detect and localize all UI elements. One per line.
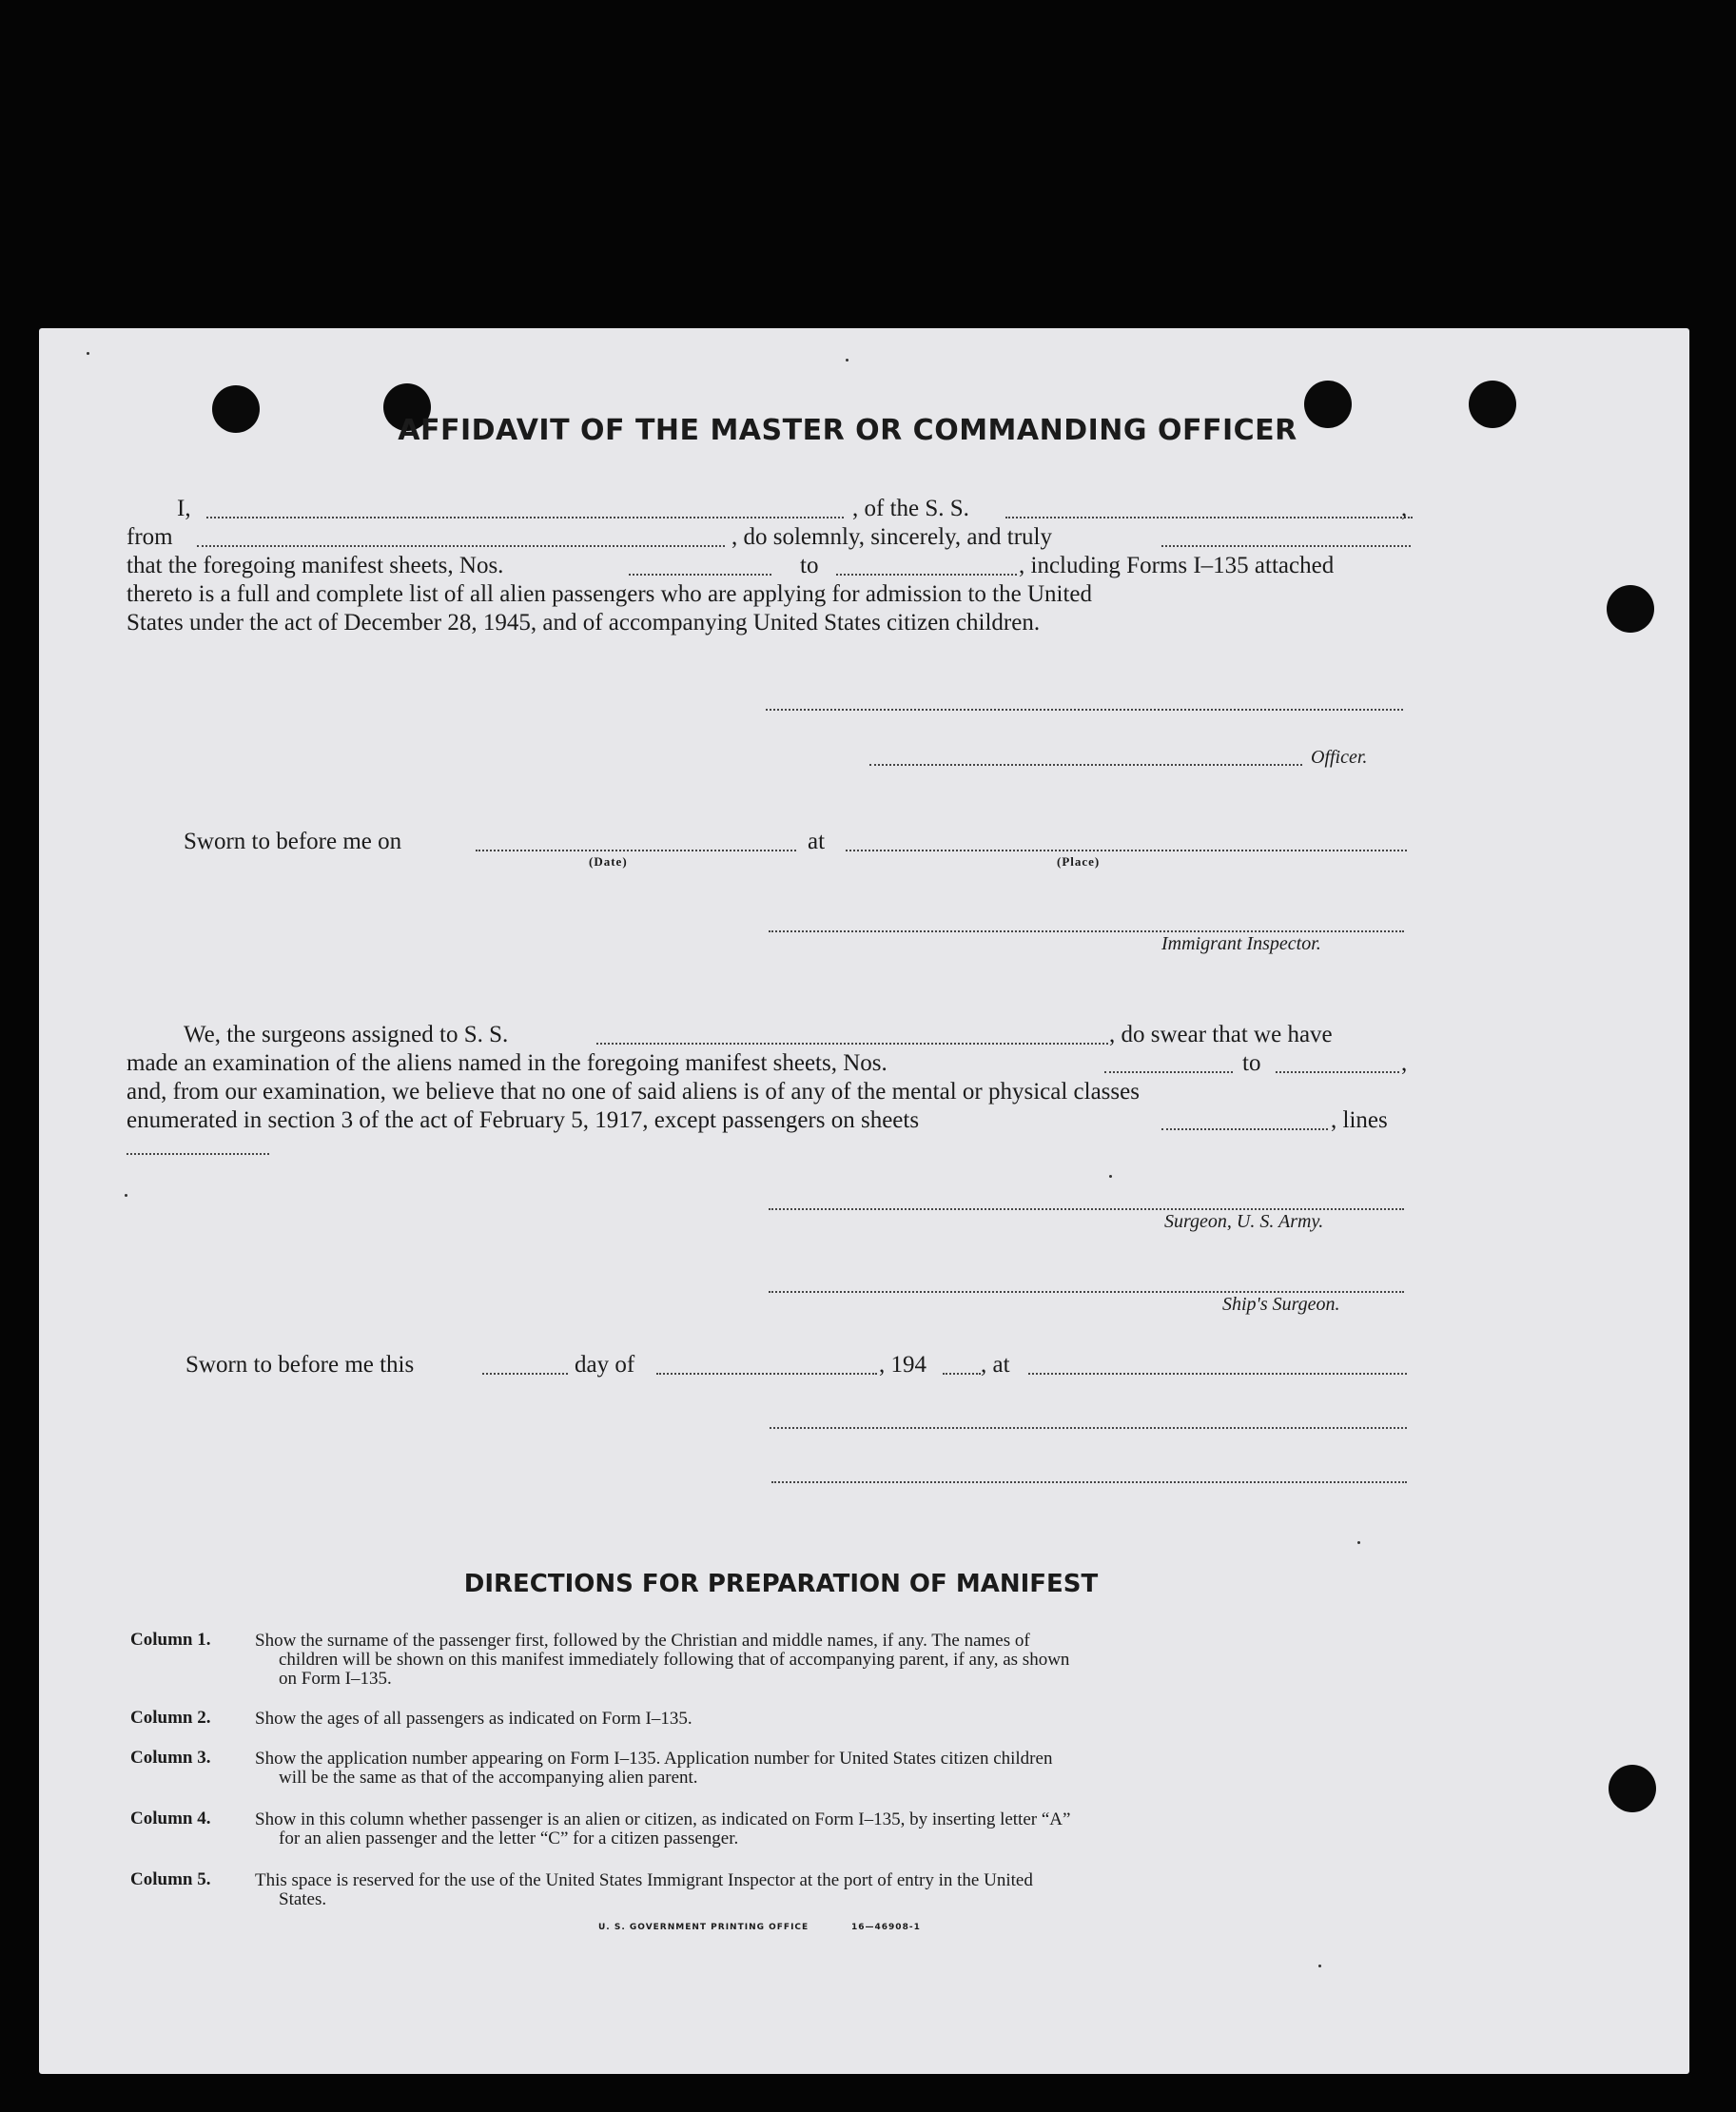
officer-signature-line[interactable]: [869, 764, 1302, 766]
sworn-this-label: Sworn to before me this: [185, 1352, 415, 1378]
affidavit-line-4: thereto is a full and complete list of all alien passengers who are applying for admission to the United: [127, 581, 1093, 607]
ship-name-field[interactable]: [1005, 517, 1413, 518]
column-5-text: This space is reserved for the use of the United States Immigrant Inspector at the port of entry in the United States.: [255, 1870, 1033, 1909]
column-1-label: Column 1.: [130, 1630, 211, 1650]
sworn-place-field-2[interactable]: [1028, 1373, 1407, 1375]
paper-speck: [125, 1194, 127, 1197]
surgeons-line-1: We, the surgeons assigned to S. S.: [184, 1022, 509, 1047]
surgeons-line-2: made an examination of the aliens named in the foregoing manifest sheets, Nos.: [127, 1050, 888, 1076]
paper-speck: [1109, 1175, 1112, 1178]
officer-caption: Officer.: [1311, 747, 1368, 768]
inspector-caption: Immigrant Inspector.: [1161, 933, 1321, 954]
affidavit-line-3: that the foregoing manifest sheets, Nos.: [127, 553, 504, 578]
sworn-on-label: Sworn to before me on: [184, 829, 402, 854]
column-4-text: Show in this column whether passenger is an alien or citizen, as indicated on Form I–135, by inserting letter “A” for an alien passenger and the letter “C” for a citizen passenger.: [255, 1809, 1071, 1848]
army-surgeon-caption: Surgeon, U. S. Army.: [1164, 1211, 1324, 1232]
paper-speck: [1357, 1541, 1360, 1544]
place-caption: (Place): [1057, 854, 1101, 869]
surgeons-line-4: enumerated in section 3 of the act of February 5, 1917, except passengers on sheets: [127, 1107, 920, 1133]
except-lines-field[interactable]: [127, 1153, 269, 1155]
surgeons-ship-field[interactable]: [596, 1043, 1108, 1045]
from-port-field[interactable]: [197, 545, 725, 547]
affidavit-title: AFFIDAVIT OF THE MASTER OR COMMANDING OFFICER: [398, 414, 1297, 447]
punch-hole: [1607, 585, 1654, 633]
column-3-text: Show the application number appearing on Form I–135. Application number for United States citizen children will be the same as that of the accompanying alien parent.: [255, 1749, 1053, 1788]
except-sheets-field[interactable]: [1161, 1128, 1328, 1130]
sheets-to-field[interactable]: [836, 574, 1017, 576]
date-caption: (Date): [589, 854, 628, 869]
column-5-label: Column 5.: [130, 1869, 211, 1889]
column-3-label: Column 3.: [130, 1748, 211, 1768]
directions-title: DIRECTIONS FOR PREPARATION OF MANIFEST: [463, 1570, 1099, 1598]
form-page: AFFIDAVIT OF THE MASTER OR COMMANDING OFFICER I, , of the S. S. , from , do solemnly, sincerely, and truly that the foregoing manifest sheets, Nos. to , including Forms I–135 attached thereto is a full and complete list of all alien passengers who are applying for admission to the United States under the act of December 28, 1945, and of accompanying United States citizen children. Officer. Sworn to before me on (Date) at (Place) Immigrant Inspector. We, the surgeons assigned to S. S. , do swear that we have made an examination of the aliens named in the foregoing manifest sheets, Nos. to , and, from our examination, we believe that no one of said aliens is of any of the mental or physical classes enumerated in section 3 of the act of February 5, 1917, except passengers on sheets , lines Surgeon, U. S. Army. Ship's Surgeon. Sworn to before me this day of , 194 , at DIRECTIONS FOR PREPARATION OF MANIFEST Column 1. Show the surname of the passenger first, followed by the Christian and middle names, if any. The names of children will be shown on this manifest immediately following that of accompanying parent, if any, as shown on Form I–135. Column 2. Show the ages of all passengers as indicated on Form I–135. Column 3. Show the application number appearing on Form I–135. Application number for United States citizen children will be the same as that of the accompanying alien parent. Column 4. Show in this column whether passenger is an alien or citizen, as indicated on Form I–135, by inserting letter “A” for an alien passenger and the letter “C” for a citizen passenger. Column 5. This space is reserved for the use of the United States Immigrant Inspector at the port of entry in the United States. U. S. GOVERNMENT PRINTING OFFICE 16—46908-1: [39, 328, 1689, 2074]
affidavit-line-1: I,: [177, 496, 191, 521]
sworn-place-field[interactable]: [846, 850, 1407, 851]
paper-speck: [846, 359, 848, 362]
column-2-text: Show the ages of all passengers as indicated on Form I–135.: [255, 1709, 692, 1729]
sworn-year-field[interactable]: [943, 1373, 981, 1375]
master-signature-line[interactable]: [766, 709, 1403, 711]
sheets-from-field[interactable]: [629, 574, 771, 576]
column-1-text: Show the surname of the passenger first, followed by the Christian and middle names, if any. The names of children will be shown on this manifest immediately following that of accompanying parent, if any, as shown on Form I–135.: [255, 1631, 1070, 1689]
oath-extra-field[interactable]: [1161, 545, 1411, 547]
column-4-label: Column 4.: [130, 1809, 211, 1828]
punch-hole: [1609, 1765, 1656, 1812]
inspector-signature-line[interactable]: [769, 930, 1404, 932]
master-name-field[interactable]: [206, 517, 844, 518]
army-surgeon-signature-line[interactable]: [769, 1208, 1404, 1210]
sworn-date-field[interactable]: [476, 850, 796, 851]
surgeons-line-3: and, from our examination, we believe that no one of said aliens is of any of the mental or physical classes: [127, 1079, 1140, 1105]
sworn-month-field[interactable]: [656, 1373, 877, 1375]
ship-surgeon-signature-line[interactable]: [769, 1291, 1404, 1293]
ship-surgeon-caption: Ship's Surgeon.: [1222, 1294, 1340, 1315]
column-2-label: Column 2.: [130, 1708, 211, 1728]
affidavit-line-2: from: [127, 524, 173, 550]
printer-imprint: U. S. GOVERNMENT PRINTING OFFICE: [598, 1923, 809, 1932]
paper-speck: [87, 352, 89, 355]
affidavit-line-5: States under the act of December 28, 1945, and of accompanying United States citizen children.: [127, 610, 1041, 636]
form-number: 16—46908-1: [851, 1923, 921, 1932]
paper-speck: [1318, 1965, 1321, 1967]
sworn-day-field[interactable]: [482, 1373, 568, 1375]
official-signature-line[interactable]: [770, 1427, 1407, 1429]
official-title-line[interactable]: [771, 1481, 1407, 1483]
exam-sheets-from-field[interactable]: [1104, 1071, 1233, 1073]
exam-sheets-to-field[interactable]: [1276, 1071, 1399, 1073]
